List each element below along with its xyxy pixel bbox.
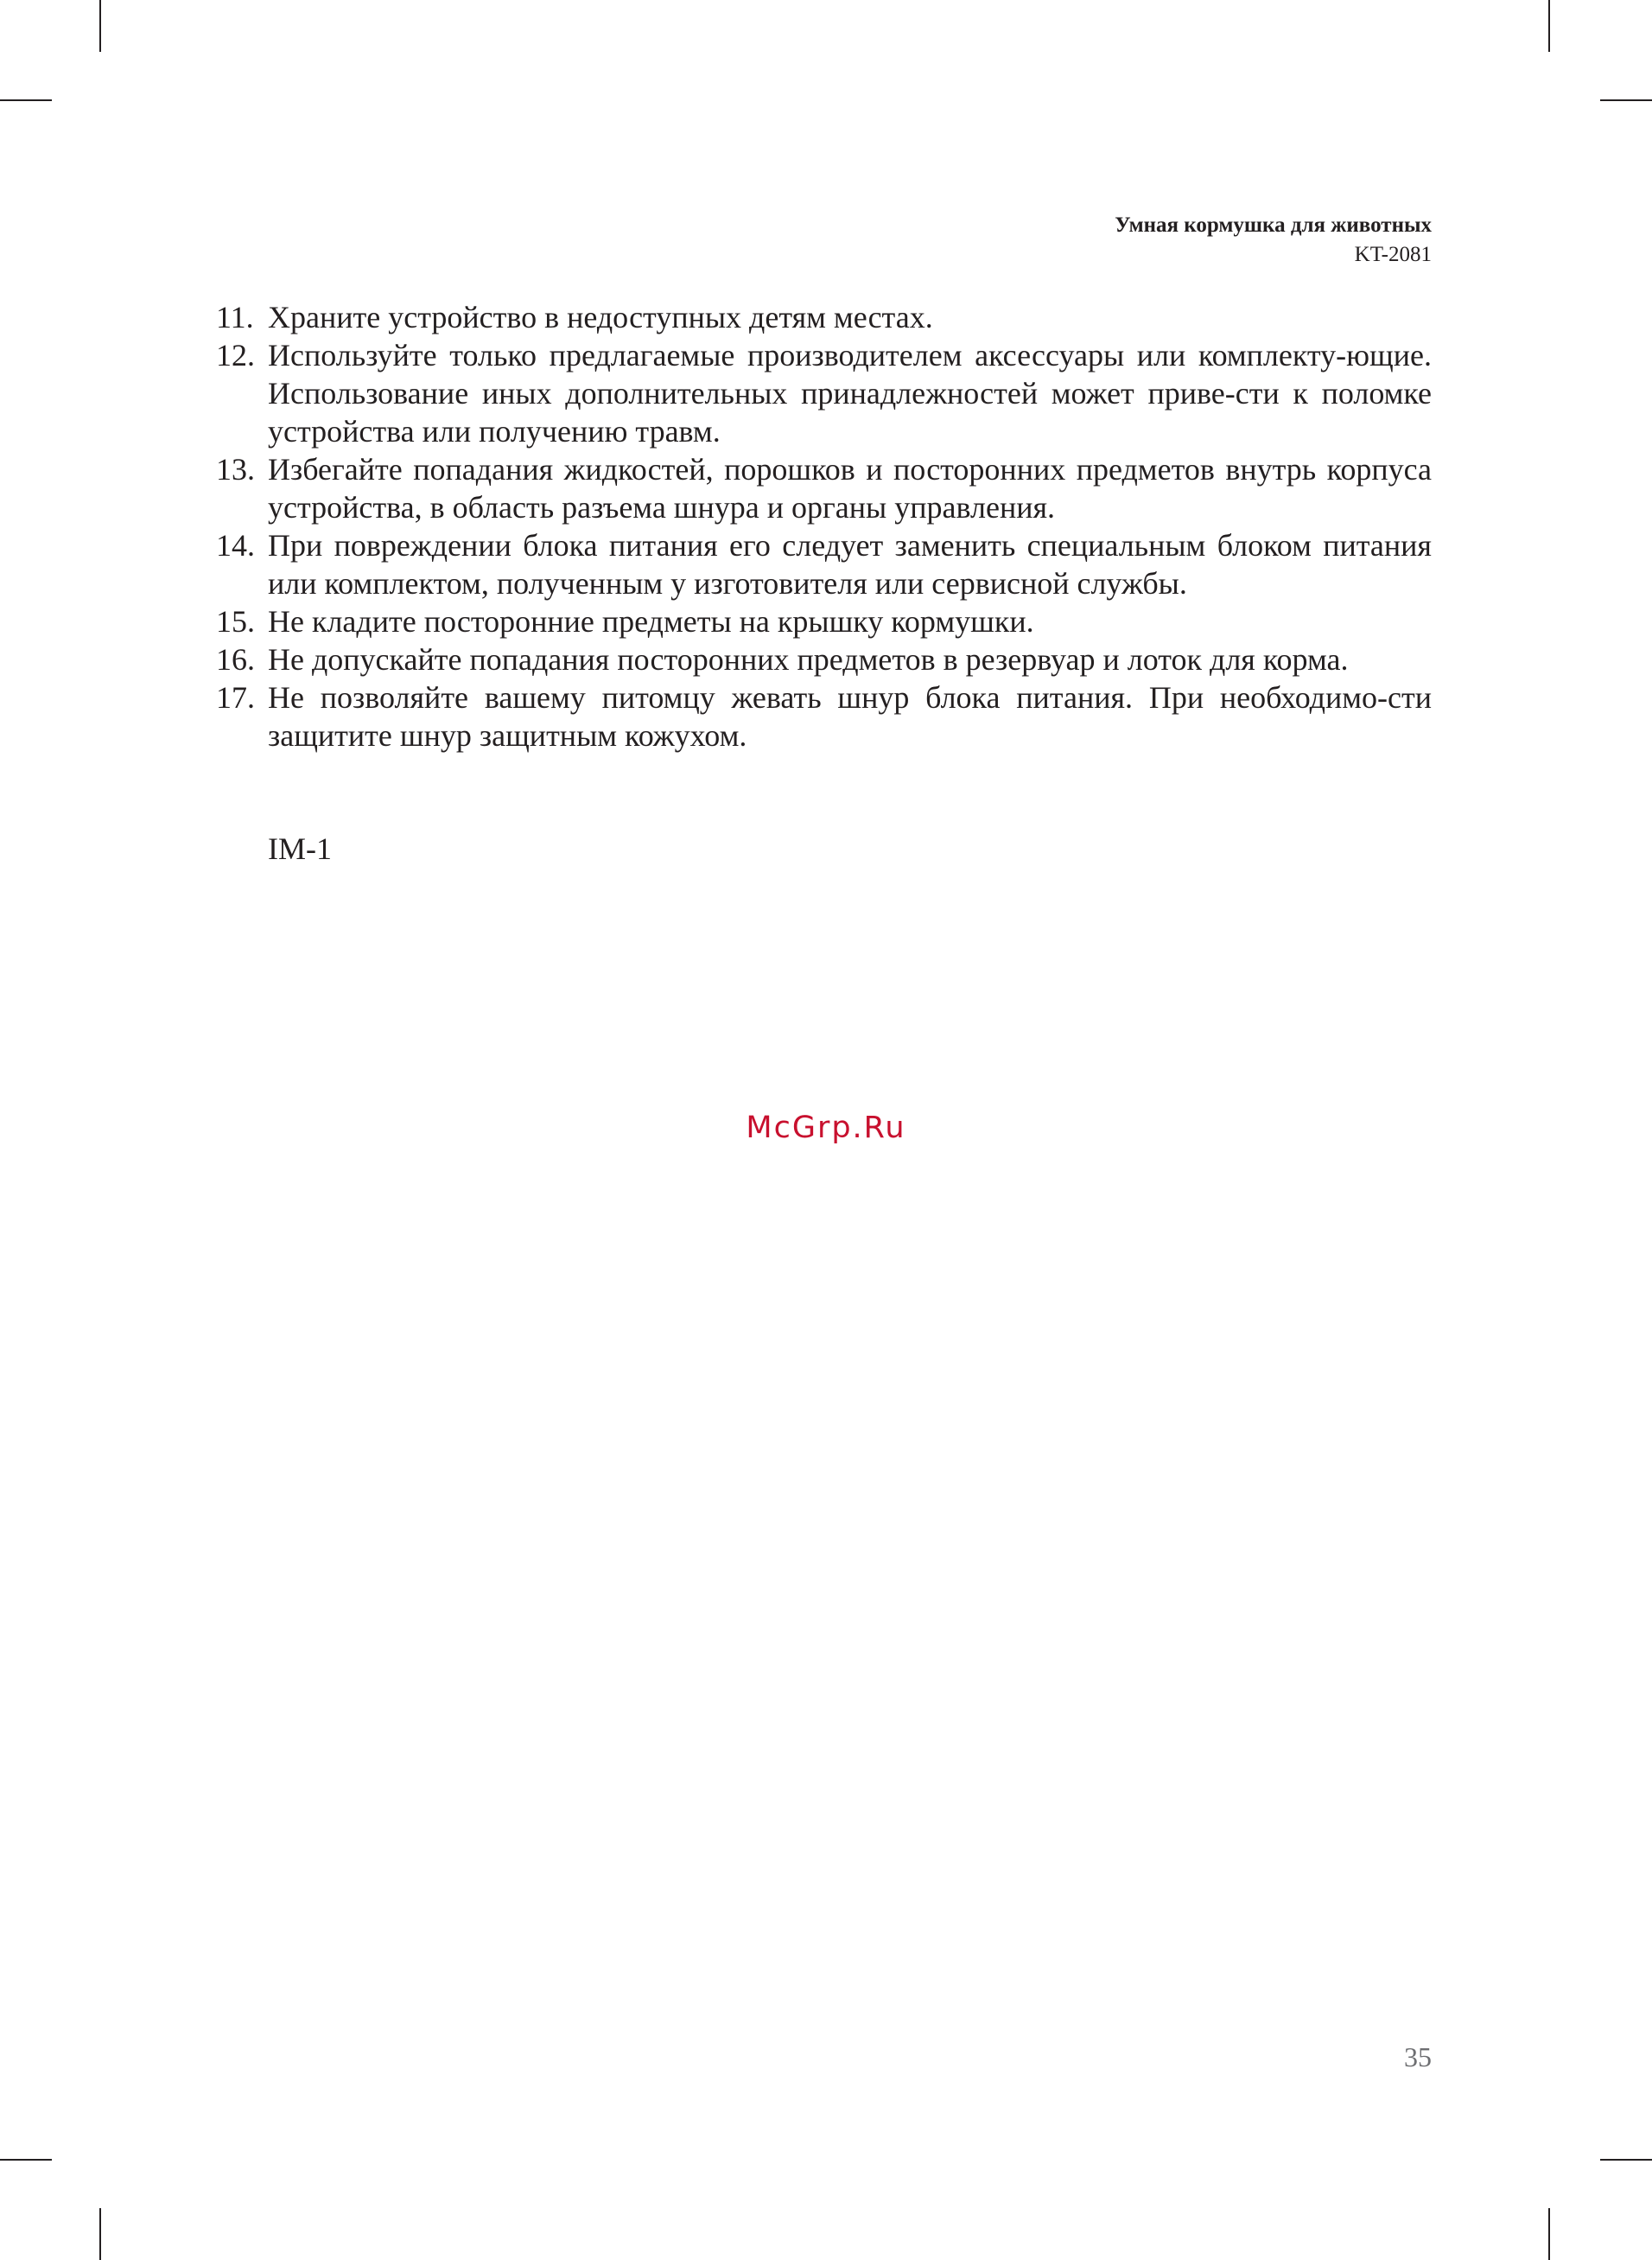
product-title: Умная кормушка для животных	[1115, 213, 1432, 237]
item-number: 14.	[216, 528, 255, 563]
list-item	[216, 336, 1432, 450]
item-number: 16.	[216, 642, 255, 677]
item-text: Храните устройство в недоступных детям местах.	[268, 300, 933, 334]
page-number: 35	[1404, 2041, 1432, 2072]
crop-mark-top-left-vertical	[99, 0, 101, 52]
list-item	[216, 450, 1432, 526]
crop-mark-bottom-right-vertical	[1548, 2208, 1550, 2260]
crop-mark-top-right-vertical	[1548, 0, 1550, 52]
item-text: Не кладите посторонние предметы на крышку кормушки.	[268, 604, 1034, 639]
item-number: 12.	[216, 338, 255, 372]
item-text: Не позволяйте вашему питомцу жевать шнур блока питания. При необходимо-сти защитите шнур защитным кожухом.	[268, 680, 1432, 753]
list-item	[216, 298, 1432, 336]
crop-mark-bottom-left-vertical	[99, 2208, 101, 2260]
item-text: При повреждении блока питания его следует заменить специальным блоком питания или комплектом, полученным у изготовителя или сервисной службы.	[268, 528, 1432, 601]
list-item	[216, 640, 1432, 678]
list-item	[216, 526, 1432, 602]
crop-mark-bottom-right-horizontal	[1600, 2159, 1652, 2161]
item-number: 17.	[216, 680, 255, 715]
list-item	[216, 602, 1432, 640]
item-text: Используйте только предлагаемые производителем аксессуары или комплекту-ющие. Использование иных дополнительных принадлежностей может приве-сти к поломке устройства или получению травм.	[268, 338, 1432, 449]
watermark: McGrp.Ru	[746, 1111, 906, 1145]
document-code: IM-1	[268, 831, 332, 866]
crop-mark-bottom-left-horizontal	[0, 2159, 52, 2161]
crop-mark-top-left-horizontal	[0, 99, 52, 101]
item-number: 15.	[216, 604, 255, 639]
item-number: 13.	[216, 452, 255, 487]
crop-mark-top-right-horizontal	[1600, 99, 1652, 101]
product-model: KT-2081	[1354, 243, 1432, 266]
list-item	[216, 678, 1432, 754]
item-text: Не допускайте попадания посторонних предметов в резервуар и лоток для корма.	[268, 642, 1349, 677]
item-number: 11.	[216, 300, 254, 334]
page-header	[1115, 211, 1432, 270]
item-text: Избегайте попадания жидкостей, порошков и посторонних предметов внутрь корпуса устройства, в область разъема шнура и органы управления.	[268, 452, 1432, 525]
safety-instructions-list	[216, 298, 1432, 754]
